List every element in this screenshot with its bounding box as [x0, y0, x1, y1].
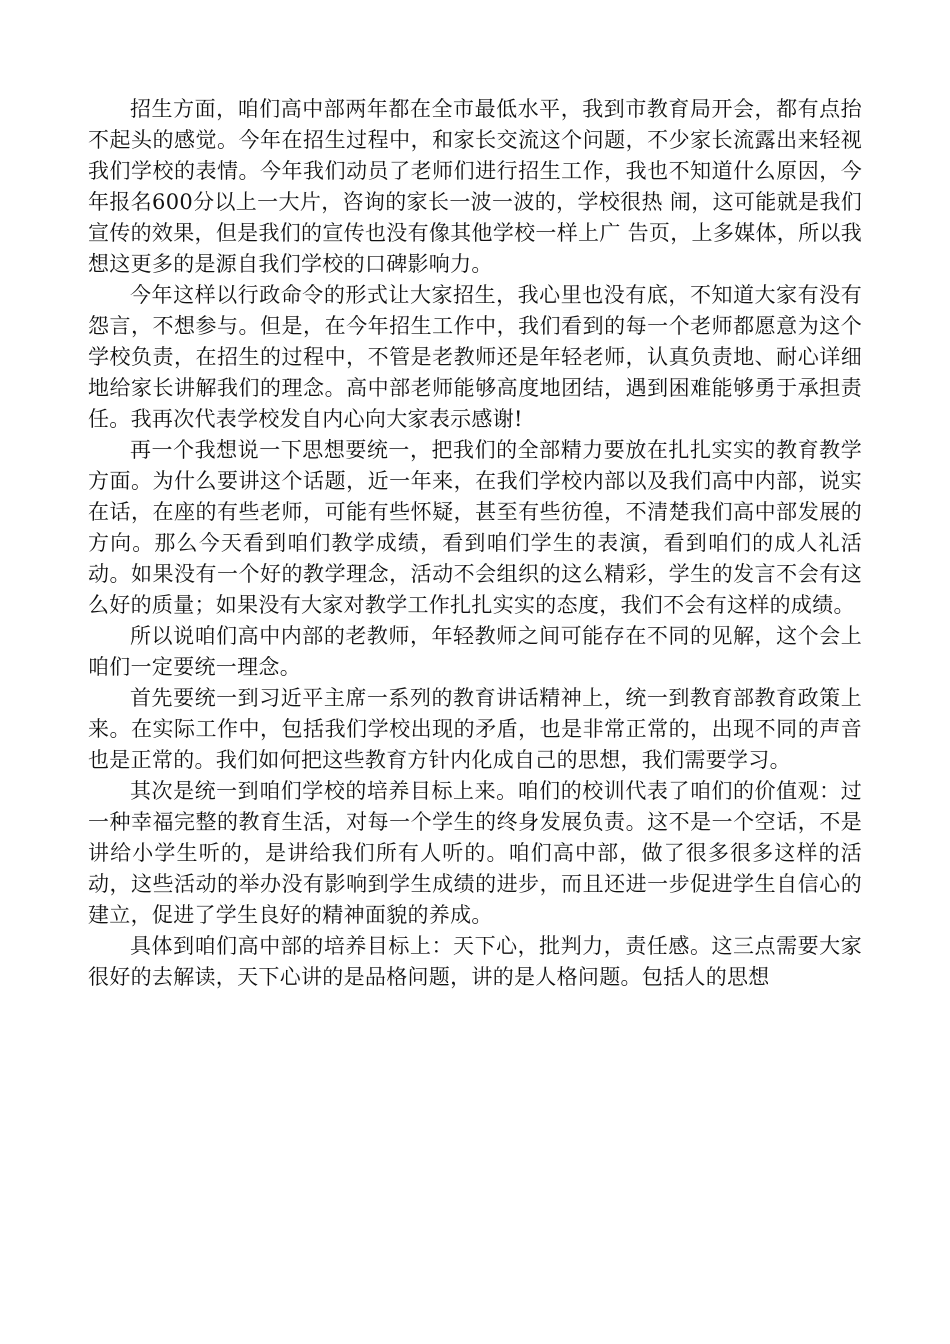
paragraph-enrollment: 招生方面，咱们高中部两年都在全市最低水平，我到市教育局开会，都有点抬不起头的感觉。今年在招生过程中，和家长交流这个问题，不少家长流露出来轻视我们学校的表情。今年我们动员了老师们进行招生工作，我也不知道什么原因，今年报名600分以上一大片，咨询的家长一波一波的，学校很热 闹，这可能就是我们宣传的效果，但是我们的宣传也没有像其他学校一样上广 告页，上多媒体，所以我想这更多的是源自我们学校的口碑影响力。 [88, 97, 862, 276]
paragraph-unify-thinking: 再一个我想说一下思想要统一，把我们的全部精力要放在扎扎实实的教育教学方面。为什么要讲这个话题，近一年来，在我们学校内部以及我们高中内部，说实在话，在座的有些老师，可能有些怀疑，甚至有些彷徨，不清楚我们高中部发展的方向。那么今天看到咱们教学成绩，看到咱们学生的表演，看到咱们的成人礼活动。如果没有一个好的教学理念，活动不会组织的这么精彩，学生的发言不会有这么好的质量；如果没有大家对教学工作扎扎实实的态度，我们不会有这样的成绩。 [88, 438, 862, 617]
paragraph-school-motto: 其次是统一到咱们学校的培养目标上来。咱们的校训代表了咱们的价值观：过一种幸福完整的教育生活，对每一个学生的终身发展负责。这不是一个空话，不是讲给小学生听的，是讲给我们所有人听的。咱们高中部，做了很多很多这样的活动，这些活动的举办没有影响到学生成绩的进步，而且还进一步促进学生自信心的建立，促进了学生良好的精神面貌的养成。 [88, 779, 862, 927]
paragraph-education-policy: 首先要统一到习近平主席一系列的教育讲话精神上，统一到教育部教育政策上来。在实际工作中，包括我们学校出现的矛盾，也是非常正常的，出现不同的声音也是正常的。我们如何把这些教育方针内化成自己的思想，我们需要学习。 [88, 686, 862, 772]
paragraph-training-goals: 具体到咱们高中部的培养目标上：天下心，批判力，责任感。这三点需要大家很好的去解读，天下心讲的是品格问题，讲的是人格问题。包括人的思想 [88, 934, 862, 989]
paragraph-unify-concept: 所以说咱们高中内部的老教师，年轻教师之间可能存在不同的见解，这个会上咱们一定要统一理念。 [88, 624, 862, 679]
document-body [88, 94, 862, 993]
paragraph-gratitude: 今年这样以行政命令的形式让大家招生，我心里也没有底，不知道大家有没有怨言，不想参与。但是，在今年招生工作中，我们看到的每一个老师都愿意为这个学校负责，在招生的过程中，不管是老教师还是年轻老师，认真负责地、耐心详细地给家长讲解我们的理念。高中部老师能够高度地团结，遇到困难能够勇于承担责任。我再次代表学校发自内心向大家表示感谢! [88, 283, 862, 431]
